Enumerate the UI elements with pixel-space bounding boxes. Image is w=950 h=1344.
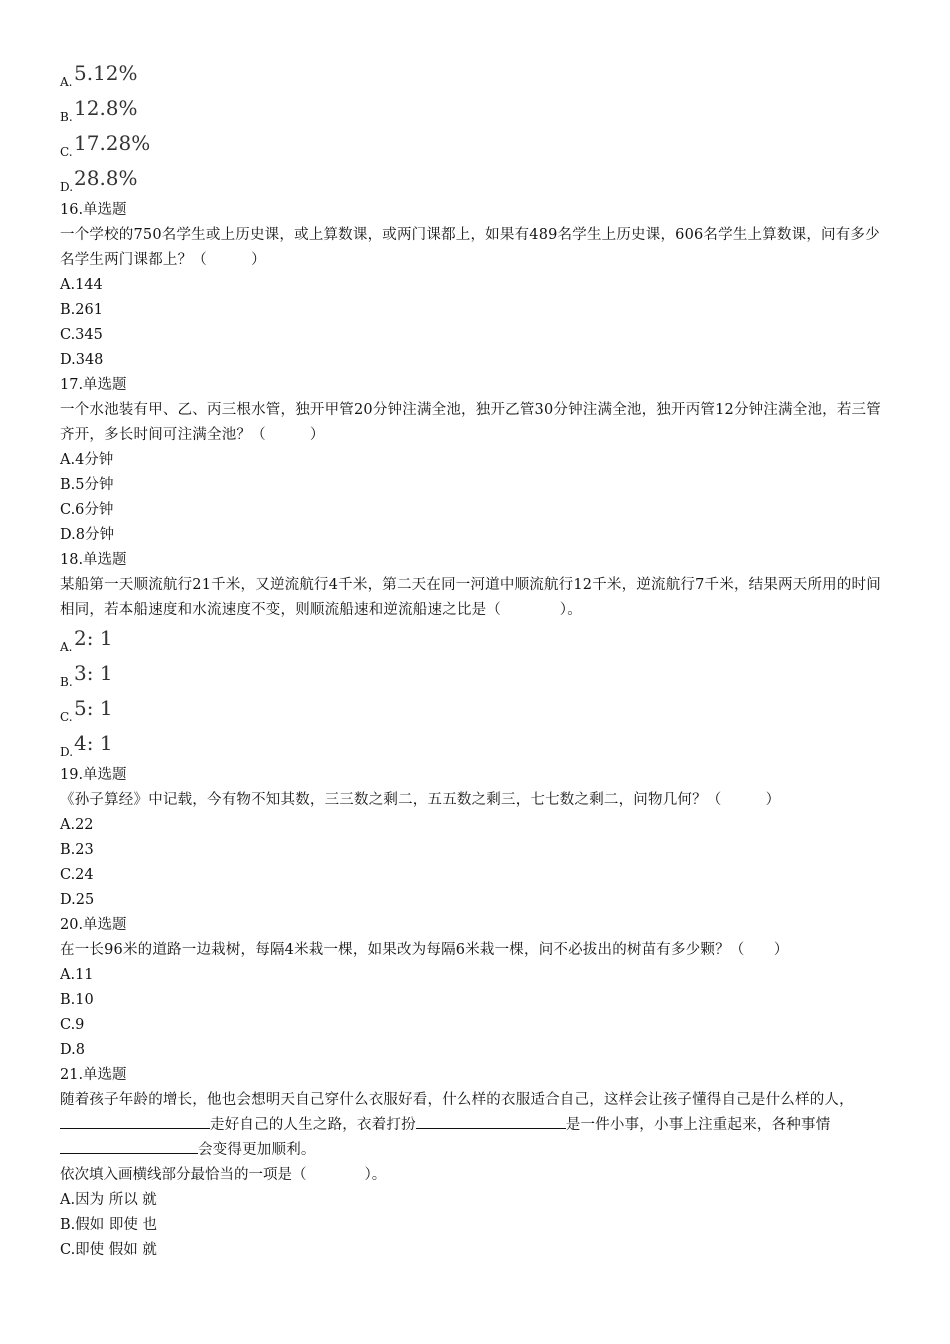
text-part-3: 是一件小事，小事上注重起来，各种事情 — [565, 1117, 831, 1133]
option-c[interactable]: C.6分钟 — [60, 502, 114, 518]
question-text: 一个学校的750名学生或上历史课，或上算数课，或两门课都上，如果有489名学生上历史课，606名学生上算数课，问有多少名学生两门课都上？（ ） — [60, 227, 880, 268]
option-b[interactable]: B.10 — [60, 992, 94, 1008]
question-text — [60, 1088, 890, 1163]
fill-blank-1[interactable] — [60, 1114, 210, 1129]
option-c[interactable]: C.24 — [60, 867, 94, 883]
option-d[interactable]: D. 28.8% — [60, 166, 138, 194]
option-b[interactable]: B.5分钟 — [60, 477, 114, 493]
option-c[interactable]: C.9 — [60, 1017, 85, 1033]
option-a[interactable]: A.22 — [60, 817, 94, 833]
question-header: 21.单选题 — [60, 1067, 127, 1083]
fill-blank-3[interactable] — [60, 1139, 198, 1154]
option-a[interactable]: A.144 — [60, 277, 103, 293]
option-b[interactable]: B.23 — [60, 842, 94, 858]
option-d[interactable]: D.8 — [60, 1042, 85, 1058]
text-part-4: 会变得更加顺利。 — [198, 1142, 316, 1158]
question-header: 16.单选题 — [60, 202, 127, 218]
option-b[interactable]: B. 3: 1 — [60, 661, 113, 689]
option-c[interactable]: C.345 — [60, 327, 103, 343]
question-21 — [60, 1063, 890, 1263]
option-a[interactable]: A. 5.12% — [60, 61, 138, 89]
option-a[interactable]: A. 2: 1 — [60, 626, 113, 654]
question-19 — [60, 763, 890, 913]
option-c[interactable]: C.即使 假如 就 — [60, 1242, 157, 1258]
option-b[interactable]: B.假如 即使 也 — [60, 1217, 157, 1233]
option-a[interactable]: A.因为 所以 就 — [60, 1192, 157, 1208]
document-page — [60, 58, 890, 1263]
text-part-1: 随着孩子年龄的增长，他也会想明天自己穿什么衣服好看，什么样的衣服适合自己，这样会让孩子懂得自己是什么样的人， — [60, 1092, 854, 1108]
option-c[interactable]: C. 5: 1 — [60, 696, 113, 724]
option-d[interactable]: D.8分钟 — [60, 527, 114, 543]
question-17 — [60, 373, 890, 548]
text-part-2: 走好自己的人生之路，衣着打扮 — [210, 1117, 416, 1133]
option-a[interactable]: A.4分钟 — [60, 452, 114, 468]
option-c[interactable]: C. 17.28% — [60, 131, 151, 159]
prev-question-options — [60, 58, 890, 198]
option-a[interactable]: A.11 — [60, 967, 94, 983]
option-b[interactable]: B.261 — [60, 302, 103, 318]
question-20 — [60, 913, 890, 1063]
option-d[interactable]: D. 4: 1 — [60, 731, 113, 759]
fill-blank-2[interactable] — [416, 1114, 566, 1129]
option-d[interactable]: D.25 — [60, 892, 95, 908]
question-header: 20.单选题 — [60, 917, 127, 933]
question-text: 《孙子算经》中记载，今有物不知其数，三三数之剩二，五五数之剩三，七七数之剩二，问物几何？（ ） — [60, 792, 781, 808]
question-header: 19.单选题 — [60, 767, 127, 783]
question-text: 一个水池装有甲、乙、丙三根水管，独开甲管20分钟注满全池，独开乙管30分钟注满全池，独开丙管12分钟注满全池，若三管齐开，多长时间可注满全池？（ ） — [60, 402, 881, 443]
question-text: 在一长96米的道路一边栽树，每隔4米栽一棵，如果改为每隔6米栽一棵，问不必拔出的树苗有多少颗？（ ） — [60, 942, 789, 958]
question-header: 18.单选题 — [60, 552, 127, 568]
question-header: 17.单选题 — [60, 377, 127, 393]
question-text: 某船第一天顺流航行21千米，又逆流航行4千米，第二天在同一河道中顺流航行12千米，逆流航行7千米，结果两天所用的时间相同，若本船速度和水流速度不变，则顺流船速和逆流船速之比是（ ）。 — [60, 577, 881, 618]
question-prompt: 依次填入画横线部分最恰当的一项是（ ）。 — [60, 1167, 387, 1183]
question-18 — [60, 548, 890, 763]
question-16 — [60, 198, 890, 373]
option-b[interactable]: B. 12.8% — [60, 96, 138, 124]
option-d[interactable]: D.348 — [60, 352, 104, 368]
